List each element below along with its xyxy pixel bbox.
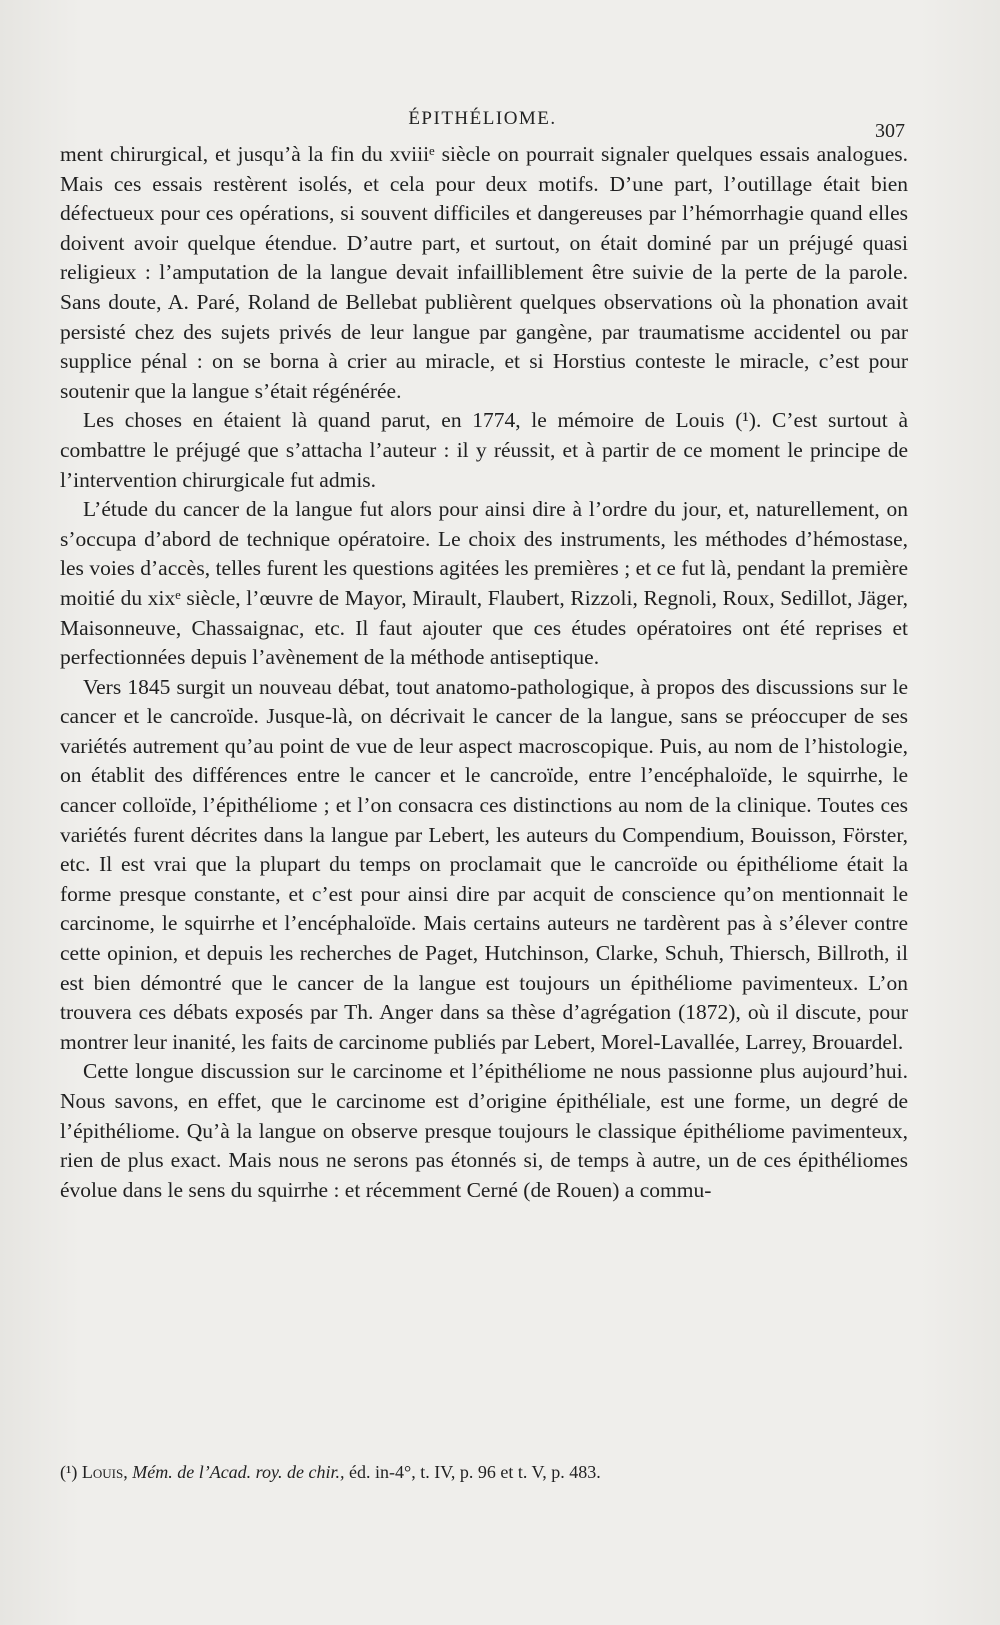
footnote-author: Louis, <box>81 1462 128 1482</box>
running-head <box>60 108 905 142</box>
paragraph: Les choses en étaient là quand parut, en 1774, le mémoire de Louis (¹). C’est surtout à combattre le préjugé que s’attacha l’auteur : il y réussit, et à partir de ce moment le principe de l’intervention chirurgicale fut admis. <box>60 408 908 492</box>
running-title: ÉPITHÉLIOME. <box>408 108 557 129</box>
paragraph: L’étude du cancer de la langue fut alors pour ainsi dire à l’ordre du jour, et, naturellement, on s’occupa d’abord de technique opératoire. Le choix des instruments, les méthodes d’hémostase, les voies d’accès, telles furent les questions agitées les premières ; et ce fut là, pendant la première moitié du xixᵉ siècle, l’œuvre de Mayor, Mirault, Flaubert, Rizzoli, Regnoli, Roux, Sedillot, Jäger, Maisonneuve, Chassaignac, etc. Il faut ajouter que ces études opératoires ont été reprises et perfectionnées depuis l’avènement de la méthode antiseptique. <box>60 497 908 670</box>
footnote-marker: (¹) <box>60 1462 78 1482</box>
paragraph: ment chirurgical, et jusqu’à la fin du xviiiᵉ siècle on pourrait signaler quelques essais analogues. Mais ces essais restèrent isolés, et cela pour deux motifs. D’une part, l’outillage était bien défectueux pour ces opérations, si souvent difficiles et dangereuses par l’hémorrhagie quand elles doivent avoir quelque étendue. D’autre part, et surtout, on était dominé par un préjugé quasi religieux : l’amputation de la langue devait infailliblement être suivie de la perte de la parole. Sans doute, A. Paré, Roland de Bellebat publièrent quelques observations où la phonation avait persisté chez des sujets privés de leur langue par gangène, par traumatisme accidentel ou par supplice pénal : on se borna à crier au miracle, et si Horstius conteste le miracle, c’est pour soutenir que la langue s’était régénérée. <box>60 142 908 403</box>
page-number: 307 <box>875 120 905 142</box>
body-text <box>60 140 908 1205</box>
footnote <box>60 1460 908 1484</box>
footnote-work-title: Mém. de l’Acad. roy. de chir., <box>132 1462 345 1482</box>
paragraph: Cette longue discussion sur le carcinome et l’épithéliome ne nous passionne plus aujourd’hui. Nous savons, en effet, que le carcinome est d’origine épithéliale, est une forme, un degré de l’épithéliome. Qu’à la langue on observe presque toujours le classique épithéliome pavimenteux, rien de plus exact. Mais nous ne serons pas étonnés si, de temps à autre, un de ces épithéliomes évolue dans le sens du squirrhe : et récemment Cerné (de Rouen) a commu- <box>60 1059 908 1202</box>
footnote-details: éd. in-4°, t. IV, p. 96 et t. V, p. 483. <box>349 1462 601 1482</box>
paragraph: Vers 1845 surgit un nouveau débat, tout anatomo-pathologique, à propos des discussions sur le cancer et le cancroïde. Jusque-là, on décrivait le cancer de la langue, sans se préoccuper de ses variétés autrement qu’au point de vue de leur aspect macroscopique. Puis, au nom de l’histologie, on établit des différences entre le cancer et le cancroïde, entre l’encéphaloïde, le squirrhe, le cancer colloïde, l’épithéliome ; et l’on consacra ces distinctions au nom de la clinique. Toutes ces variétés furent décrites dans la langue par Lebert, les auteurs du Compendium, Bouisson, Förster, etc. Il est vrai que la plupart du temps on proclamait que le cancroïde ou épithéliome était la forme presque constante, et c’est pour ainsi dire par acquit de conscience qu’on mentionnait le carcinome, le squirrhe et l’encéphaloïde. Mais certains auteurs ne tardèrent pas à s’élever contre cette opinion, et depuis les recherches de Paget, Hutchinson, Clarke, Schuh, Thiersch, Billroth, il est bien démontré que le cancer de la langue est toujours un épithéliome pavimenteux. L’on trouvera ces débats exposés par Th. Anger dans sa thèse d’agrégation (1872), où il discute, pour montrer leur inanité, les faits de carcinome publiés par Lebert, Morel-Lavallée, Larrey, Brouardel. <box>60 674 908 1054</box>
